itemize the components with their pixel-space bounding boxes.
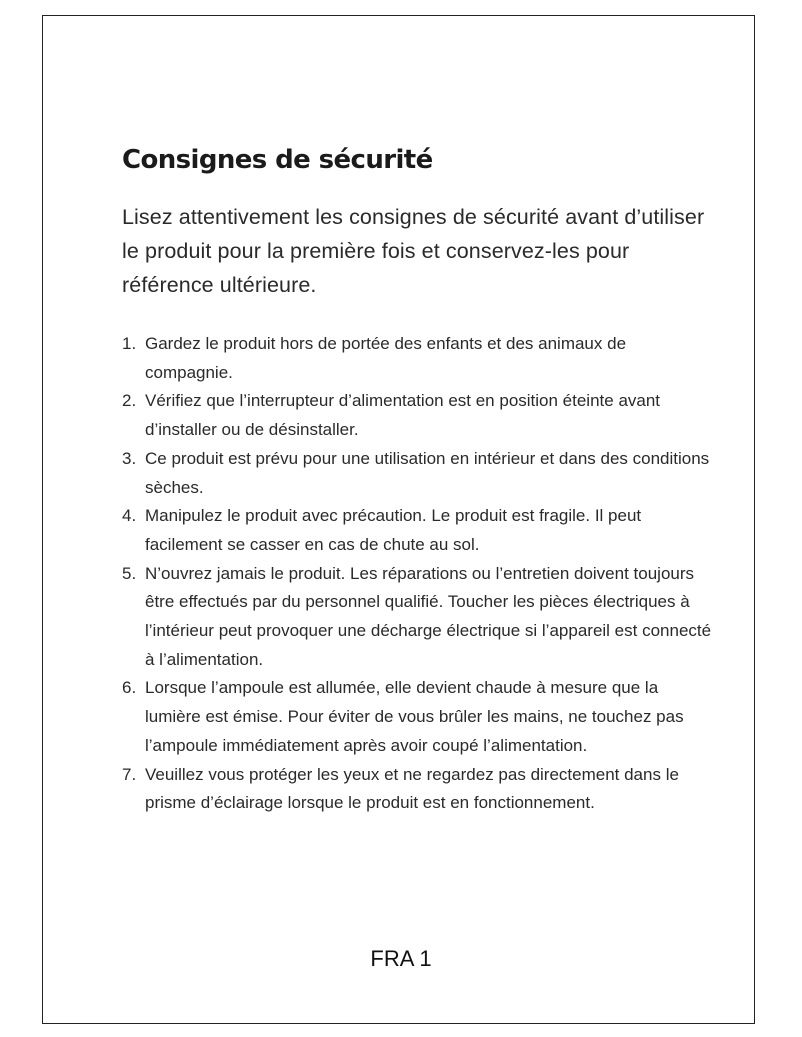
intro-paragraph: Lisez attentivement les consignes de sécurité avant d’utiliser le produit pour la première fois et conservez-les pour référence ultérieure. <box>122 205 705 297</box>
list-item-number: 6. <box>122 678 137 698</box>
list-item <box>122 560 712 675</box>
list-item <box>122 674 712 760</box>
list-item-text: Vérifiez que l’interrupteur d’alimentation est en position éteinte avant d’installer ou de désinstaller. <box>145 391 661 440</box>
list-item <box>122 330 712 387</box>
list-item-text: Ce produit est prévu pour une utilisation en intérieur et dans des conditions sèches. <box>145 448 710 497</box>
list-item-text: Manipulez le produit avec précaution. Le produit est fragile. Il peut facilement se casser en cas de chute au sol. <box>145 506 642 554</box>
safety-rules-list <box>122 330 712 818</box>
list-item-number: 7. <box>122 764 137 784</box>
list-item-number: 5. <box>122 563 137 583</box>
list-item <box>122 502 712 559</box>
list-item-text: Gardez le produit hors de portée des enfants et des animaux de compagnie. <box>145 334 627 382</box>
list-item-number: 4. <box>122 506 137 526</box>
list-item <box>122 445 712 502</box>
list-item-text: Veuillez vous protéger les yeux et ne regardez pas directement dans le prisme d’éclairage lorsque le produit est en fonctionnement. <box>145 764 679 813</box>
document-content <box>122 140 712 818</box>
page-title: Consignes de sécurité <box>122 145 433 175</box>
list-item-number: 2. <box>122 391 137 411</box>
list-item <box>122 387 712 444</box>
list-item-text: N’ouvrez jamais le produit. Les réparations ou l’entretien doivent toujours être effectués par du personnel qualifié. Toucher les pièces électriques à l’intérieur peut provoquer une décharge électrique si l’appareil est connecté à l’alimentation. <box>145 563 712 669</box>
list-item-text: Lorsque l’ampoule est allumée, elle devient chaude à mesure que la lumière est émise. Pour éviter de vous brûler les mains, ne touchez pas l’ampoule immédiatement après avoir coupé l’alimentation. <box>145 678 684 755</box>
list-item-number: 1. <box>122 334 137 353</box>
list-item <box>122 761 712 818</box>
page-number: FRA 1 <box>370 946 432 971</box>
list-item-number: 3. <box>122 448 137 468</box>
